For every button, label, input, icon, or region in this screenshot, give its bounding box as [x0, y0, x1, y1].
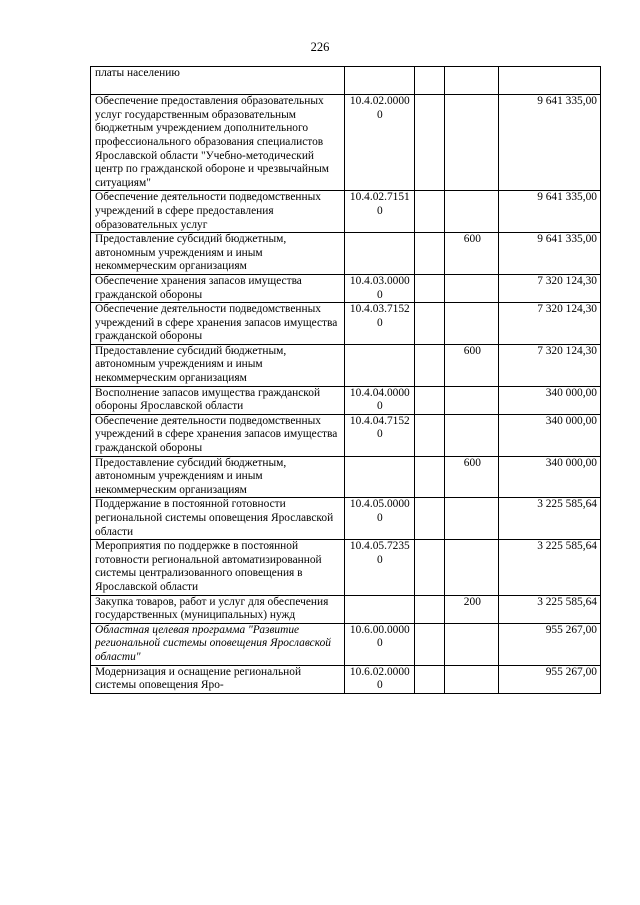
target-article-cell	[344, 498, 414, 540]
target-article-code-part: 10.4.05.0000	[349, 498, 410, 511]
amount-cell: 3 225 585,64	[499, 498, 601, 540]
row-name-cell: платы населению	[91, 67, 345, 95]
amount-cell: 7 320 124,30	[499, 274, 601, 302]
target-article-code-part: 0	[376, 288, 383, 301]
row-name-cell: Поддержание в постоянной готовности региональной системы оповещения Ярославской области	[91, 498, 345, 540]
amount-cell: 340 000,00	[499, 386, 601, 414]
row-name-cell: Предоставление субсидий бюджетным, автономным учреждениям и иным некоммерческим организациям	[91, 456, 345, 498]
row-name-cell: Мероприятия по поддержке в постоянной готовности региональной автоматизированной системы централизованного оповещения в Ярославской области	[91, 540, 345, 595]
expense-type-cell	[445, 414, 499, 456]
amount-cell: 3 225 585,64	[499, 540, 601, 595]
expense-type-cell: 200	[445, 595, 499, 623]
amount-cell: 9 641 335,00	[499, 95, 601, 191]
target-article-code-part	[349, 609, 411, 623]
expense-type-cell: 600	[445, 344, 499, 386]
expense-type-cell	[445, 540, 499, 595]
empty-cell	[414, 303, 444, 345]
table-row	[91, 191, 601, 233]
target-article-code-part: 10.4.05.7235	[349, 540, 410, 553]
expense-type-cell	[445, 623, 499, 665]
target-article-cell	[344, 67, 414, 95]
expense-type-cell: 600	[445, 233, 499, 275]
row-name-cell: Обеспечение деятельности подведомственных учреждений в сфере предоставления образовательных услуг	[91, 191, 345, 233]
empty-cell	[414, 344, 444, 386]
target-article-code-part: 10.4.04.0000	[349, 386, 410, 399]
amount-cell: 9 641 335,00	[499, 191, 601, 233]
target-article-code-part	[349, 358, 411, 372]
expense-type-cell	[445, 665, 499, 693]
empty-cell	[414, 595, 444, 623]
expense-type-cell	[445, 498, 499, 540]
target-article-code-part: 0	[376, 553, 383, 566]
table-row	[91, 595, 601, 623]
target-article-code-part	[349, 81, 411, 95]
target-article-code-part: 0	[376, 400, 383, 413]
empty-cell	[414, 95, 444, 191]
table-row	[91, 233, 601, 275]
target-article-cell	[344, 414, 414, 456]
page-number: 226	[310, 40, 330, 54]
row-name-cell: Обеспечение деятельности подведомственных учреждений в сфере хранения запасов имущества гражданской обороны	[91, 303, 345, 345]
expense-type-cell	[445, 274, 499, 302]
target-article-code-part	[349, 457, 411, 471]
target-article-code-part: 0	[376, 637, 383, 650]
amount-cell: 340 000,00	[499, 456, 601, 498]
target-article-code-part: 10.4.02.7151	[349, 191, 410, 204]
row-name-cell: Закупка товаров, работ и услуг для обеспечения государственных (муниципальных) нужд	[91, 595, 345, 623]
row-name-cell: Предоставление субсидий бюджетным, автономным учреждениям и иным некоммерческим организациям	[91, 344, 345, 386]
table-row	[91, 344, 601, 386]
expense-type-cell	[445, 386, 499, 414]
target-article-code-part: 10.4.03.7152	[349, 303, 410, 316]
target-article-code-part: 10.4.04.7152	[349, 414, 410, 427]
table-row	[91, 414, 601, 456]
target-article-code-part: 0	[376, 316, 383, 329]
row-name-cell: Областная целевая программа "Развитие региональной системы оповещения Ярославской области"	[91, 623, 345, 665]
expense-type-cell	[445, 303, 499, 345]
target-article-code-part: 0	[376, 512, 383, 524]
target-article-code-part: 10.4.02.0000	[349, 95, 410, 108]
empty-cell	[414, 274, 444, 302]
target-article-code-part: 0	[376, 108, 383, 121]
target-article-cell	[344, 665, 414, 693]
target-article-code-part: 10.6.00.0000	[349, 623, 410, 636]
target-article-cell	[344, 274, 414, 302]
expense-type-cell: 600	[445, 456, 499, 498]
target-article-code-part: 0	[376, 428, 383, 441]
amount-cell: 7 320 124,30	[499, 303, 601, 345]
target-article-cell	[344, 233, 414, 275]
target-article-cell	[344, 595, 414, 623]
target-article-cell	[344, 456, 414, 498]
amount-cell: 955 267,00	[499, 665, 601, 693]
row-name-cell: Предоставление субсидий бюджетным, автономным учреждениям и иным некоммерческим организациям	[91, 233, 345, 275]
row-name-cell: Модернизация и оснащение региональной системы оповещения Яро-	[91, 665, 345, 693]
target-article-cell	[344, 191, 414, 233]
row-name-cell: Обеспечение хранения запасов имущества гражданской обороны	[91, 274, 345, 302]
empty-cell	[414, 386, 444, 414]
target-article-cell	[344, 540, 414, 595]
target-article-code-part: 0	[376, 679, 383, 692]
target-article-code-part	[349, 67, 411, 81]
target-article-code-part: 10.4.03.0000	[349, 274, 410, 287]
table-row	[91, 386, 601, 414]
empty-cell	[414, 623, 444, 665]
expense-type-cell	[445, 67, 499, 95]
target-article-code-part: 10.6.02.0000	[349, 665, 410, 678]
table-row	[91, 95, 601, 191]
row-name-cell: Восполнение запасов имущества гражданской обороны Ярославской области	[91, 386, 345, 414]
table-row	[91, 456, 601, 498]
table-row	[91, 67, 601, 95]
empty-cell	[414, 414, 444, 456]
table-row	[91, 623, 601, 665]
empty-cell	[414, 498, 444, 540]
expense-type-cell	[445, 191, 499, 233]
empty-cell	[414, 67, 444, 95]
target-article-cell	[344, 95, 414, 191]
table-row	[91, 665, 601, 693]
expense-type-cell	[445, 95, 499, 191]
budget-table	[90, 66, 601, 694]
target-article-code-part	[349, 247, 411, 261]
empty-cell	[414, 233, 444, 275]
target-article-cell	[344, 386, 414, 414]
table-row	[91, 274, 601, 302]
amount-cell	[499, 67, 601, 95]
target-article-code-part	[349, 596, 411, 610]
target-article-cell	[344, 344, 414, 386]
amount-cell: 3 225 585,64	[499, 595, 601, 623]
budget-table-body	[91, 67, 601, 694]
target-article-code-part	[349, 345, 411, 359]
target-article-cell	[344, 623, 414, 665]
target-article-cell	[344, 303, 414, 345]
empty-cell	[414, 540, 444, 595]
row-name-cell: Обеспечение предоставления образовательных услуг государственным образовательным бюджетным учреждением дополнительного профессионального образования специалистов Ярославской области "Учебно-методический центр по гражданской обороне и чрезвычайным ситуациям"	[91, 95, 345, 191]
target-article-code-part	[349, 233, 411, 247]
target-article-code-part: 0	[376, 204, 383, 217]
row-name-cell: Обеспечение деятельности подведомственных учреждений в сфере хранения запасов имущества гражданской обороны	[91, 414, 345, 456]
amount-cell: 955 267,00	[499, 623, 601, 665]
amount-cell: 9 641 335,00	[499, 233, 601, 275]
amount-cell: 340 000,00	[499, 414, 601, 456]
empty-cell	[414, 456, 444, 498]
target-article-code-part	[349, 470, 411, 484]
table-row	[91, 303, 601, 345]
table-row	[91, 540, 601, 595]
amount-cell: 7 320 124,30	[499, 344, 601, 386]
empty-cell	[414, 665, 444, 693]
empty-cell	[414, 191, 444, 233]
table-row	[91, 498, 601, 540]
